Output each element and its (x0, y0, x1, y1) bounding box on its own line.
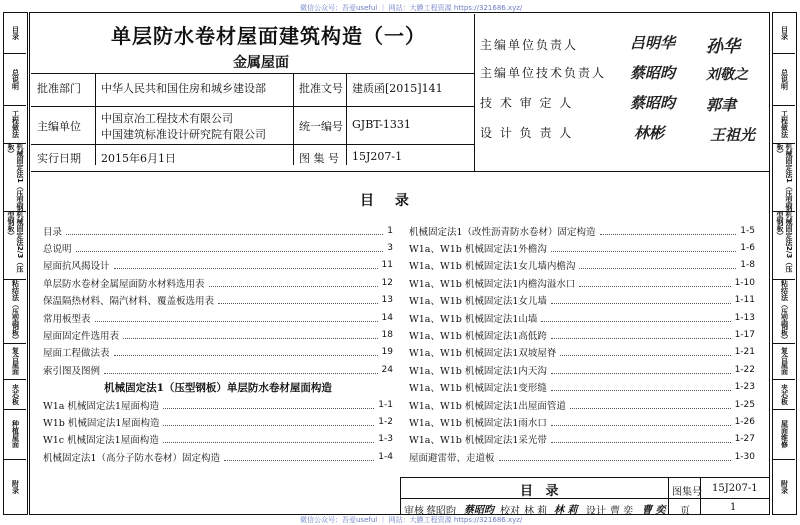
right-tab-maintenance[interactable] (773, 409, 795, 460)
toc-entry[interactable] (43, 413, 393, 430)
left-tab-general[interactable] (4, 53, 26, 106)
toc-page-number: 12 (381, 277, 393, 288)
toc-page-number: 1-5 (740, 225, 755, 236)
toc-leader-dots (551, 441, 731, 443)
toc-entry-label: 屋面避雷带、走道板 (409, 452, 495, 464)
signature: 刘敬之 (706, 67, 748, 83)
toc-entry-label: 索引图及图例 (43, 365, 101, 377)
toc-page-number: 14 (381, 312, 393, 323)
right-tab-label: 屋面维修 (780, 420, 789, 448)
impl-date-label: 实行日期 (37, 152, 81, 165)
toc-entry[interactable] (43, 326, 393, 343)
tb-rule (400, 477, 401, 515)
toc-leader-dots (579, 267, 736, 269)
bottom-watermark: 微信公众号：吾爱useful ｜ 网站：大膜工程资源 https://321686.xyz/ (300, 516, 523, 524)
toc-page-number: 1-8 (740, 260, 755, 271)
left-tab-label: 附录 (11, 479, 20, 494)
left-tab-adhesive[interactable] (4, 279, 26, 344)
tb-page-label: 页 (680, 506, 690, 517)
toc-page-number: 19 (381, 347, 393, 358)
right-tab-label: 工程做法 (780, 110, 789, 138)
signature: 曹 奕 (642, 505, 666, 516)
right-tab-mech23[interactable] (773, 211, 795, 280)
toc-entry-label: 机械固定法1（高分子防水卷材）固定构造 (43, 452, 221, 464)
header-divider (346, 73, 347, 165)
tb-design-label: 设计 (586, 506, 606, 517)
toc-entry[interactable] (409, 239, 755, 256)
left-tab-composite[interactable] (4, 343, 26, 380)
approval-doc: 建质函[2015]141 (352, 82, 443, 95)
tb-designer: 曹 奕 (610, 506, 634, 517)
top-watermark: 微信公众号：吾爱useful ｜ 网站：大膜工程资源 https://321686.xyz/ (300, 4, 523, 12)
toc-entry[interactable] (43, 361, 393, 378)
tb-reviewer: 蔡昭昀 (426, 506, 456, 517)
left-tab-green-roof[interactable] (4, 409, 26, 460)
toc-entry[interactable] (43, 222, 393, 239)
toc-entry-label: W1a、W1b 机械固定法1外檐沟 (409, 244, 547, 256)
signature: 林 莉 (554, 505, 578, 516)
toc-entry-label: 单层防水卷材金属屋面防水材料选用表 (43, 278, 205, 290)
header-divider (31, 144, 474, 145)
right-tab-sandwich[interactable] (773, 379, 795, 410)
toc-entry[interactable] (409, 431, 755, 448)
left-tab-label: 机械固定法2/3（压型钢板） (7, 211, 24, 273)
right-tab-appendix[interactable] (773, 459, 795, 514)
left-tab-mech1[interactable] (4, 143, 26, 212)
tb-check-label: 校对 (500, 506, 520, 517)
toc-page-number: 1-17 (734, 330, 755, 341)
toc-leader-dots (551, 389, 731, 391)
sig-role: 设 计 负 责 人 (480, 126, 574, 140)
toc-leader-dots (551, 337, 731, 339)
toc-page-number: 13 (381, 295, 393, 306)
toc-entry-label: 目录 (43, 226, 63, 238)
toc-entry[interactable] (43, 239, 393, 256)
toc-page-number: 1-6 (740, 243, 755, 254)
toc-entry-label: 保温隔热材料、隔汽材料、覆盖板选用表 (43, 296, 215, 308)
toc-entry[interactable] (43, 309, 393, 326)
toc-entry-label: 常用板型表 (43, 313, 91, 325)
atlas-no-label: 图 集 号 (299, 152, 339, 165)
toc-entry-label: 总说明 (43, 244, 72, 256)
editor-unit-1: 中国京冶工程技术有限公司 (101, 112, 233, 125)
toc-leader-dots (499, 459, 731, 461)
toc-entry-label: W1a、W1b 机械固定法1变形缝 (409, 383, 547, 395)
toc-entry[interactable] (43, 257, 393, 274)
toc-page-number: 1-13 (734, 312, 755, 323)
toc-entry-label: W1a、W1b 机械固定法1双坡屋脊 (409, 348, 557, 360)
tb-name: 目 录 (520, 484, 563, 499)
toc-entry[interactable] (43, 292, 393, 309)
toc-entry-label: W1a、W1b 机械固定法1山墙 (409, 313, 538, 325)
header-bottom-rule (31, 171, 770, 172)
unified-no: GJBT-1331 (352, 118, 411, 131)
toc-entry-label: W1a、W1b 机械固定法1女儿墙 (409, 296, 547, 308)
left-tab-label: 夹芯板 (11, 383, 20, 405)
toc-entry-label: 屋面工程做法表 (43, 348, 110, 360)
toc-page-number: 1-27 (734, 434, 755, 445)
toc-page-number: 1-23 (734, 382, 755, 393)
left-tab-label: 复合屋面 (11, 347, 20, 375)
toc-entry-label: W1a、W1b 机械固定法1采光带 (409, 435, 547, 447)
signature: 蔡昭昀 (630, 94, 676, 112)
right-tab-label: 附录 (780, 479, 789, 494)
toc-page-number: 1-21 (734, 347, 755, 358)
toc-leader-dots (600, 233, 737, 235)
toc-leader-dots (114, 354, 378, 356)
sig-role: 技 术 审 定 人 (480, 96, 574, 110)
toc-leader-dots (95, 320, 378, 322)
toc-leader-dots (163, 407, 374, 409)
unified-no-label: 统一编号 (299, 120, 343, 133)
right-side-tabs (772, 12, 797, 515)
toc-page-number: 1-2 (378, 416, 393, 427)
toc-entry[interactable] (409, 413, 755, 430)
right-tab-label: 夹芯板 (780, 383, 789, 405)
toc-page-number: 1-22 (734, 364, 755, 375)
approval-dept-label: 批准部门 (37, 82, 81, 95)
tb-page: 1 (730, 502, 737, 513)
approval-dept: 中华人民共和国住房和城乡建设部 (101, 82, 266, 95)
signature: 吕明华 (630, 34, 676, 52)
toc-page-number: 24 (381, 364, 393, 375)
toc-entry[interactable] (409, 344, 755, 361)
header-divider (95, 73, 96, 165)
toc-entry-label: W1a、W1b 机械固定法1女儿墙内檐沟 (409, 261, 576, 273)
toc-leader-dots (551, 424, 731, 426)
toc-entry-label: W1a、W1b 机械固定法1内天沟 (409, 365, 547, 377)
toc-entry-label: 机械固定法1（改性沥青防水卷材）固定构造 (409, 226, 596, 238)
page-subtitle: 金属屋面 (233, 55, 289, 71)
header-divider (31, 106, 474, 107)
toc-leader-dots (551, 372, 731, 374)
toc-leader-dots (209, 285, 378, 287)
toc-entry[interactable] (409, 309, 755, 326)
right-tab-general[interactable] (773, 53, 795, 106)
toc-section-heading (43, 379, 393, 396)
toc-entry-label: 屋面固定件选用表 (43, 331, 120, 343)
toc-entry[interactable] (43, 431, 393, 448)
left-tab-practice[interactable] (4, 105, 26, 144)
toc-entry[interactable] (409, 396, 755, 413)
signature: 林彬 (634, 124, 665, 142)
tb-atlas-label: 图集号 (672, 487, 702, 498)
toc-entry[interactable] (409, 292, 755, 309)
toc-page-number: 1-10 (734, 277, 755, 288)
right-tab-toc[interactable] (773, 13, 795, 54)
signature: 蔡昭昀 (464, 505, 494, 516)
right-tab-label: 粘结法（压型钢板） (780, 279, 789, 343)
toc-entry-label: W1c 机械固定法1屋面构造 (43, 435, 159, 447)
toc-page-number: 1-25 (734, 399, 755, 410)
signature: 蔡昭昀 (630, 64, 676, 82)
title-block (400, 477, 770, 515)
tb-rule (668, 477, 669, 515)
left-tab-sandwich[interactable] (4, 379, 26, 410)
right-tab-label: 目录 (780, 26, 789, 40)
toc-leader-dots (104, 372, 378, 374)
approval-doc-label: 批准文号 (299, 82, 343, 95)
tb-review-label: 审核 (404, 506, 424, 517)
left-tab-appendix[interactable] (4, 459, 26, 514)
toc-leader-dots (551, 302, 731, 304)
toc-entry[interactable] (43, 274, 393, 291)
impl-date: 2015年6月1日 (101, 152, 176, 165)
toc-page-number: 3 (387, 243, 393, 254)
toc-page-number: 1-26 (734, 416, 755, 427)
right-tab-label: 机械固定法1（压型钢板） (776, 143, 793, 211)
toc-leader-dots (570, 407, 731, 409)
toc-page-number: 1-1 (378, 399, 393, 410)
left-side-tabs (3, 12, 28, 515)
toc-leader-dots (66, 233, 383, 235)
toc-entry[interactable] (409, 379, 755, 396)
toc-entry-label: 机械固定法1（压型钢板）单层防水卷材屋面构造 (104, 381, 332, 394)
toc-leader-dots (163, 441, 375, 443)
toc-entry-label: W1b 机械固定法1屋面构造 (43, 417, 160, 429)
toc-entry[interactable] (43, 448, 393, 465)
toc-entry-label: 屋面抗风揭设计 (43, 261, 110, 273)
right-tab-label: 复合屋面 (780, 347, 789, 375)
toc-leader-dots (541, 320, 730, 322)
left-tab-label: 总说明 (11, 68, 20, 90)
toc-entry-label: W1a 机械固定法1屋面构造 (43, 400, 160, 412)
left-tab-mech23[interactable] (4, 211, 26, 280)
left-tab-label: 目录 (11, 26, 20, 40)
header-block (31, 14, 474, 169)
tb-atlas-no: 15J207-1 (712, 483, 758, 494)
toc-page-number: 1-30 (734, 451, 755, 462)
toc-leader-dots (551, 250, 736, 252)
toc-title: 目 录 (360, 193, 417, 209)
signature-panel (474, 14, 770, 169)
toc-entry-label: W1a、W1b 机械固定法1高低跨 (409, 331, 547, 343)
toc-leader-dots (224, 459, 374, 461)
right-tab-label: 机械固定法2/3（压型钢板） (776, 211, 793, 273)
toc-leader-dots (163, 424, 374, 426)
toc-entry-label: W1a、W1b 机械固定法1雨水口 (409, 417, 547, 429)
right-tab-mech1[interactable] (773, 143, 795, 212)
toc-leader-dots (560, 354, 730, 356)
toc-entry[interactable] (43, 396, 393, 413)
page-title: 单层防水卷材屋面建筑构造（一） (111, 24, 426, 48)
right-tab-practice[interactable] (773, 105, 795, 144)
right-tab-composite[interactable] (773, 343, 795, 380)
toc-page-number: 11 (381, 260, 393, 271)
sig-role: 主编单位技术负责人 (480, 66, 607, 80)
signature: 王祖光 (710, 126, 756, 144)
toc-leader-dots (579, 285, 730, 287)
right-tab-label: 总说明 (780, 68, 789, 90)
header-divider (31, 73, 474, 74)
editor-unit-label: 主编单位 (37, 120, 81, 133)
toc-leader-dots (76, 250, 384, 252)
toc-entry-label: W1a、W1b 机械固定法1内檐沟溢水口 (409, 278, 576, 290)
atlas-no: 15J207-1 (352, 150, 403, 163)
toc-page-number: 1-3 (378, 434, 393, 445)
left-tab-label: 种植屋面 (11, 420, 20, 448)
toc-page-number: 18 (381, 330, 393, 341)
toc-entry[interactable] (409, 274, 755, 291)
tb-checker: 林 莉 (524, 506, 548, 517)
toc-page-number: 1-11 (734, 295, 755, 306)
left-tab-toc[interactable] (4, 13, 26, 54)
toc-entry[interactable] (409, 448, 755, 465)
toc-leader-dots (114, 267, 378, 269)
toc-left-column (43, 222, 393, 465)
toc-entry[interactable] (43, 344, 393, 361)
right-tab-adhesive[interactable] (773, 279, 795, 344)
sig-role: 主编单位负责人 (480, 38, 579, 52)
signature: 郭聿 (706, 96, 737, 114)
header-divider (293, 73, 294, 165)
left-tab-label: 粘结法（压型钢板） (11, 279, 20, 343)
left-tab-label: 工程做法 (11, 110, 20, 138)
toc-leader-dots (218, 302, 378, 304)
tb-rule (400, 477, 770, 478)
toc-entry[interactable] (409, 222, 755, 239)
editor-unit-2: 中国建筑标准设计研究院有限公司 (101, 128, 266, 141)
toc-page-number: 1 (387, 225, 393, 236)
toc-leader-dots (123, 337, 378, 339)
left-tab-label: 机械固定法1（压型钢板） (7, 143, 24, 211)
toc-page-number: 1-4 (378, 451, 393, 462)
tb-rule (400, 498, 770, 499)
toc-entry-label: W1a、W1b 机械固定法1出屋面管道 (409, 400, 566, 412)
toc-entry[interactable] (409, 326, 755, 343)
toc-right-column (409, 222, 755, 465)
toc-entry[interactable] (409, 361, 755, 378)
toc-entry[interactable] (409, 257, 755, 274)
signature: 孙华 (706, 37, 740, 57)
